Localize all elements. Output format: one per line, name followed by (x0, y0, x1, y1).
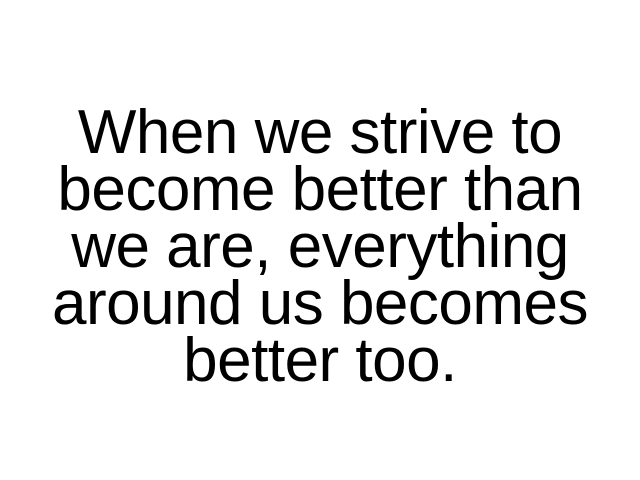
quote-line-1: When we strive to (77, 98, 563, 167)
quote-line-4: around us becomes (51, 269, 589, 338)
quote-line-2: become better than (57, 155, 583, 224)
quote-text (0, 98, 640, 395)
quote-line-3: we are, everything (71, 212, 569, 281)
quote-line-5: better too. (183, 326, 457, 395)
